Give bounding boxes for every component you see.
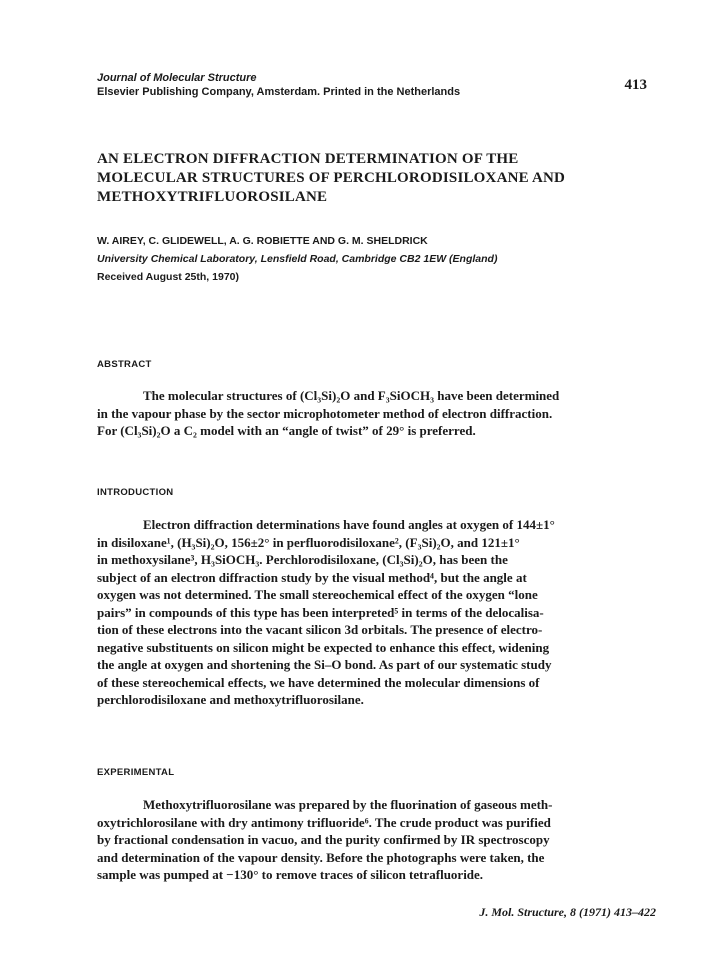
introduction-line: perchlorodisiloxane and methoxytrifluorosilane. bbox=[97, 692, 364, 707]
introduction-line: tion of these electrons into the vacant silicon 3d orbitals. The presence of electro- bbox=[97, 622, 543, 637]
page-number: 413 bbox=[624, 77, 647, 93]
experimental-line: Methoxytrifluorosilane was prepared by the fluorination of gaseous meth- bbox=[143, 797, 553, 812]
title-line: MOLECULAR STRUCTURES OF PERCHLORODISILOXANE AND bbox=[97, 170, 566, 186]
introduction-line: oxygen was not determined. The small stereochemical effect of the oxygen “lone bbox=[97, 587, 538, 602]
experimental-line: by fractional condensation in vacuo, and the purity confirmed by IR spectroscopy bbox=[97, 832, 550, 847]
introduction-line: pairs” in compounds of this type has been interpreted⁵ in terms of the delocalisa- bbox=[97, 604, 544, 620]
citation-footer: J. Mol. Structure, 8 (1971) 413–422 bbox=[479, 905, 656, 919]
introduction-paragraph bbox=[97, 516, 655, 709]
title-line: AN ELECTRON DIFFRACTION DETERMINATION OF THE bbox=[97, 151, 519, 167]
introduction-line: in methoxysilane³, H₃SiOCH₃. Perchlorodisiloxane, (Cl₃Si)₂O, has been the bbox=[97, 552, 508, 567]
experimental-line: and determination of the vapour density. Before the photographs were taken, the bbox=[97, 849, 545, 865]
abstract-paragraph bbox=[97, 387, 655, 440]
abstract-line: The molecular structures of (Cl₃Si)₂O and F₃SiOCH₃ have been determined bbox=[143, 388, 560, 403]
experimental-line: sample was pumped at −130° to remove traces of silicon tetrafluoride. bbox=[97, 867, 484, 882]
abstract-line: For (Cl₃Si)₂O a C₂ model with an “angle of twist” of 29° is preferred. bbox=[97, 423, 476, 438]
experimental-heading: EXPERIMENTAL bbox=[97, 767, 175, 778]
introduction-line: in disiloxane¹, (H₃Si)₂O, 156±2° in perfluorodisiloxane², (F₃Si)₂O, and 121±1° bbox=[97, 534, 520, 550]
introduction-line: subject of an electron diffraction study by the visual method⁴, but the angle at bbox=[97, 569, 527, 585]
experimental-line: oxytrichlorosilane with dry antimony trifluoride⁶. The crude product was purified bbox=[97, 814, 551, 830]
abstract-line: in the vapour phase by the sector microphotometer method of electron diffraction. bbox=[97, 405, 553, 421]
introduction-line: Electron diffraction determinations have found angles at oxygen of 144±1° bbox=[143, 517, 555, 532]
page-header bbox=[97, 71, 657, 99]
affiliation: University Chemical Laboratory, Lensfield Road, Cambridge CB2 1EW (England) bbox=[97, 253, 498, 265]
author-block bbox=[97, 234, 657, 284]
article-title bbox=[97, 150, 637, 207]
introduction-line: the angle at oxygen and shortening the Si–O bond. As part of our systematic study bbox=[97, 657, 552, 672]
title-line: METHOXYTRIFLUOROSILANE bbox=[97, 189, 328, 205]
journal-name: Journal of Molecular Structure bbox=[97, 72, 257, 84]
introduction-heading: INTRODUCTION bbox=[97, 487, 174, 498]
author-list: W. AIREY, C. GLIDEWELL, A. G. ROBIETTE AND G. M. SHELDRICK bbox=[97, 235, 428, 247]
introduction-line: negative substituents on silicon might be expected to enhance this effect, widening bbox=[97, 639, 550, 655]
received-date: Received August 25th, 1970) bbox=[97, 271, 239, 283]
abstract-heading: ABSTRACT bbox=[97, 359, 152, 370]
experimental-paragraph bbox=[97, 796, 655, 884]
introduction-line: of these stereochemical effects, we have determined the molecular dimensions of bbox=[97, 674, 540, 690]
publisher-line: Elsevier Publishing Company, Amsterdam. Printed in the Netherlands bbox=[97, 86, 461, 98]
